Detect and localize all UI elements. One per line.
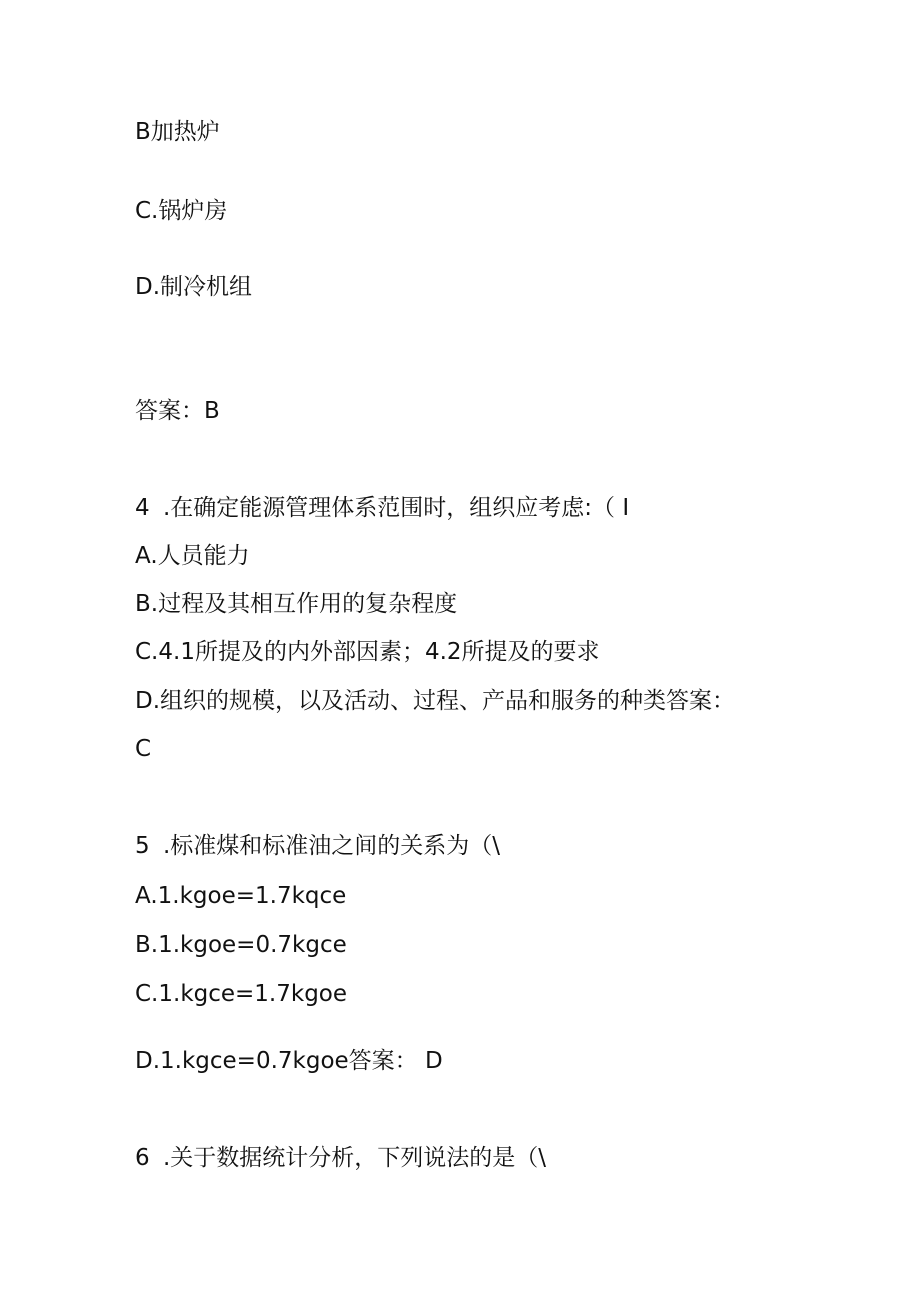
q5-option-b: B.1.kgoe=0.7kgce — [135, 932, 347, 958]
q4-number: 4 — [135, 495, 150, 521]
q5-number: 5 — [135, 833, 150, 859]
q5-option-c: C.1.kgce=1.7kgoe — [135, 981, 348, 1007]
q6-stem: .关于数据统计分析，下列说法的是（\ — [163, 1145, 547, 1171]
q4-question — [135, 493, 629, 523]
q4-answer: C — [135, 736, 152, 762]
q5-option-d: D.1.kgce=0.7kgoe答案： D — [135, 1048, 443, 1074]
q5-option-a: A.1.kgoe=1.7kqce — [135, 883, 347, 909]
q3-option-b: B加热炉 — [135, 119, 220, 145]
q5-stem: .标准煤和标准油之间的关系为（\ — [163, 833, 501, 859]
q4-option-c: C.4.1所提及的内外部因素；4.2所提及的要求 — [135, 639, 600, 665]
q4-option-d: D.组织的规模，以及活动、过程、产品和服务的种类答案： — [135, 688, 736, 714]
q6-question — [135, 1143, 546, 1173]
q3-option-c: C.锅炉房 — [135, 198, 228, 224]
q3-answer: 答案：B — [135, 398, 220, 424]
q6-number: 6 — [135, 1145, 150, 1171]
q5-question — [135, 831, 500, 861]
q4-option-a: A.人员能力 — [135, 543, 250, 569]
q3-option-d: D.制冷机组 — [135, 274, 253, 300]
q4-option-b: B.过程及其相互作用的复杂程度 — [135, 591, 458, 617]
q4-stem: .在确定能源管理体系范围时，组织应考虑:（ I — [163, 495, 630, 521]
